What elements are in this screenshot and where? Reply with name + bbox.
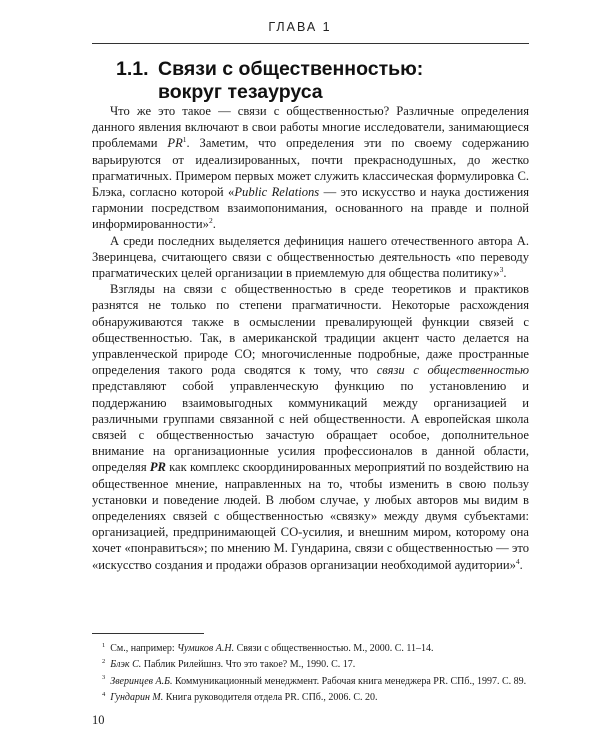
footnote-3 xyxy=(92,674,529,690)
text-run: Паблик Рилейшнз. Что это такое? М., 1990. С. 17. xyxy=(141,659,356,671)
paragraph-3 xyxy=(92,281,529,573)
footnote-4 xyxy=(92,690,529,706)
footnote-number: 3 xyxy=(102,674,106,682)
section-title-line-2: вокруг тезауруса xyxy=(158,81,323,103)
footnotes xyxy=(92,641,529,706)
footnote-ref-2: 2 xyxy=(208,216,213,226)
running-head: ГЛАВА 1 xyxy=(268,20,332,34)
text-run: Связи с общественностью. М., 2000. С. 11–14. xyxy=(234,643,434,654)
section-title-line-1: Связи с общественностью: xyxy=(158,58,424,80)
text-run: См., например: xyxy=(110,643,178,654)
footnote-author: Гундарин М. xyxy=(110,691,164,703)
footnote-ref-3: 3 xyxy=(499,264,504,274)
text-run: Книга руководителя отдела PR. СПб., 2006. С. 20. xyxy=(163,691,378,703)
section-number: 1.1. xyxy=(116,58,149,80)
body-text xyxy=(92,103,529,573)
footnote-author: Зверинцев А.Б. xyxy=(110,675,173,687)
paragraph-2 xyxy=(92,233,529,282)
footnote-rule xyxy=(92,633,204,634)
footnote-author: Чумиков А.Н. xyxy=(177,643,235,654)
text-run: . xyxy=(212,217,216,232)
text-run: . Заметим, что определения эти по своему содержанию варьируются от идеализированных, почти прекраснодушных, до жестко прагматичных. Примером первых может служить классическая формулировка С. Блэка, согласно которой « xyxy=(92,136,529,200)
page-number: 10 xyxy=(92,713,105,727)
footnote-ref-4: 4 xyxy=(515,556,520,566)
footnote-number: 2 xyxy=(102,657,106,665)
text-run: как комплекс скоординированных мероприятий по воздействию на общественное мнение, направленных на то, чтобы изменить в свою пользу установки и поведение людей. В любом случае, у любых авторов мы видим в определениях связей с общественностью «связку» между двумя субъектами: организацией, предпринимающей СО-усилия, и внешним миром, которому она хочет «понравиться»; по мнению М. Гундарина, связи с общественностью — это «искусство создания и продажи образов организации необходимой аудитории» xyxy=(92,460,529,572)
text-run: Взгляды на связи с общественностью в среде теоретиков и практиков разнятся не только по степени прагматичности. Некоторые расхождения обнаруживаются также в осмыслении превалирующей функции связей с общественностью. Так, в американской традиции акцент часто делается на управленческой природе СО; многочисленные подробные, даже пространные определения такого рода сводятся к тому, что xyxy=(92,282,529,378)
footnote-2 xyxy=(92,657,529,673)
text-run: — это искусство и наука достижения гармонии посредством взаимопонимания, основанного на правде и полной информированности» xyxy=(92,185,530,232)
section-title xyxy=(116,58,536,104)
text-run: . xyxy=(503,266,507,281)
text-run: представляют собой управленческую функцию по установлению и поддержанию взаимовыгодных коммуникаций между организацией и различными группами связанной с ней общественности. А европейская школа связей с общественностью зачастую обращает особое, дополнительное внимание на организационные усилия профессионалов в данной области, определяя xyxy=(92,379,529,475)
footnote-number: 1 xyxy=(102,641,106,649)
text-run: Коммуникационный менеджмент. Рабочая книга менеджера PR. СПб., 1997. С. 89. xyxy=(172,675,527,687)
text-run-italic: PR xyxy=(167,136,183,151)
text-run-bold-italic: PR xyxy=(149,460,166,475)
paragraph-1 xyxy=(92,103,529,233)
footnote-ref-1: 1 xyxy=(182,135,187,145)
text-run: . xyxy=(519,557,523,572)
text-run-italic: Public Relations xyxy=(234,185,320,200)
header-rule xyxy=(92,43,529,44)
footnote-author: Блэк С. xyxy=(110,659,142,671)
text-run: Что же это такое — связи с общественностью? Различные определения данного явления включают в свои работы многие исследователи, занимающиеся проблемами xyxy=(92,104,529,151)
text-run-italic: связи с общественностью xyxy=(376,363,529,378)
footnote-number: 4 xyxy=(102,690,106,698)
footnote-1 xyxy=(92,641,529,657)
text-run: А среди последних выделяется дефиниция нашего отечественного автора А. Зверинцева, считающего связи с общественностью деятельность «по переводу прагматических целей организации в приемлемую для общества политику» xyxy=(92,233,529,281)
